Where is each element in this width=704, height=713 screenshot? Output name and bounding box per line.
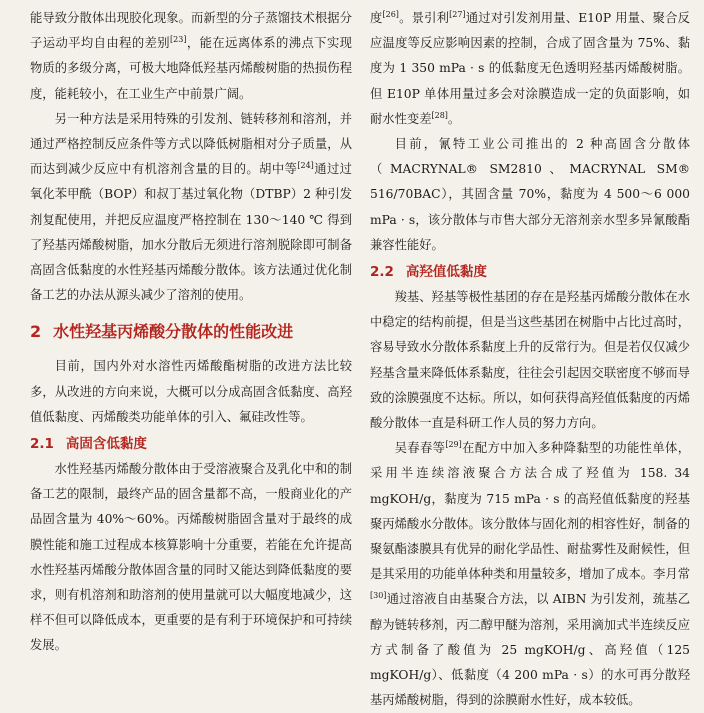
subsection-title: 高固含低黏度 <box>65 436 147 453</box>
citation: [24] <box>297 161 314 171</box>
subsection-title: 高羟值低黏度 <box>405 264 487 281</box>
subsection-heading <box>30 432 352 457</box>
text-run: 吴春春等 <box>394 441 446 456</box>
section-number: 2 <box>30 322 42 342</box>
text-run: ，能在远离体系的沸点下实现物质的多级分离，可极大地降低羟基丙烯酸树脂的热损伤程度，能耗较小，在工业生产中前景广阔。 <box>30 36 352 101</box>
text-run: 。 <box>447 111 461 126</box>
subsection-heading <box>370 260 690 285</box>
paragraph-wu <box>370 436 690 713</box>
paragraph-overview: 目前，国内外对水溶性丙烯酸酯树脂的改进方法比较多，从改进的方向来说，大概可以分成高固含低黏度、高羟值低黏度、丙烯酸类功能单体的引入、氟硅改性等。 <box>30 359 352 424</box>
subsection-number: 2.2 <box>370 264 394 281</box>
text-run: 度 <box>370 11 383 25</box>
section-heading <box>30 320 352 344</box>
text-run: 。景引利 <box>398 11 450 25</box>
subsection-number: 2.1 <box>30 436 54 453</box>
text-run: 通过对引发剂用量、E10P 用量、聚合反应温度等反应影响因素的控制，合成了固含量为 75%、黏度为 1 350 mPa · s 的低黏度无色透明羟基丙烯酸树脂。但 E10P 单体用量过多会对涂膜造成一定的负面影响，如耐水性变差 <box>370 11 690 126</box>
text-run: 在配方中加入多种降黏型的功能性单体，采用半连续溶液聚合方法合成了羟值为 158. 34 mgKOH/g，黏度为 715 mPa · s 的高羟值低黏度的羟基聚丙烯酸水分散体。该分散体与固化剂的相容性好，制备的聚氨酯漆膜具有优异的耐化学品性、耐盐雾性及耐候性，但是其采用的功能单体种类和用量较多，增加了成本。李月常 <box>370 441 690 582</box>
citation: [28] <box>431 110 448 120</box>
citation: [23] <box>170 35 187 45</box>
left-column <box>30 6 352 659</box>
citation: [30] <box>370 591 387 601</box>
citation: [27] <box>449 9 466 19</box>
citation: [26] <box>382 9 399 19</box>
text-run: 另一种方法是采用特殊的引发剂、链转移剂和溶剂，并通过严格控制反应条件等方式以降低树脂相对分子质量，从而达到减少反应中有机溶剂含量的目的。胡中等 <box>30 111 352 177</box>
citation: [29] <box>445 440 462 450</box>
text-run: 通过过氧化苯甲酰（BOP）和叔丁基过氧化物（DTBP）2 种引发剂复配使用，并把反应温度严格控制在 130～140 ℃ 得到了羟基丙烯酸树脂，加水分散后无须进行溶剂脱除即可制备高固含低黏度的水性羟基丙烯酸分散体。该方法通过优化制备工艺的办法从源头减少了溶剂的使用。 <box>30 162 352 303</box>
right-column <box>370 6 690 713</box>
text-run: 通过溶液自由基聚合方法，以 AIBN 为引发剂，巯基乙醇为链转移剂，丙二醇甲醚为溶剂，采用滴加式半连续反应方式制备了酸值为 25 mgKOH/g、高羟值（125 mgKOH/g）、低黏度（4 200 mPa · s）的水可再分散羟基丙烯酸树脂，得到的涂膜耐水性好，成本较低。 <box>370 592 690 708</box>
paragraph-cytec: 目前，氰特工业公司推出的 2 种高固含分散体（MACRYNAL® SM2810、MACRYNAL SM® 516/70BAC），其固含量 70%，黏度为 4 500～6 000 mPa · s，该分散体与市售大部分无溶剂亲水型多异氰酸酯兼容性能好。 <box>370 137 690 252</box>
paragraph-distillation <box>30 6 352 107</box>
paragraph-polar-groups: 羧基、羟基等极性基团的存在是羟基丙烯酸分散体在水中稳定的结构前提，但是当这些基团在树脂中占比过高时，容易导致水分散体系黏度上升的反常行为。但是若仅仅减少羟基含量来降低体系黏度，往往会引起因交联密度不够而导致的涂膜强度不达标。所以，如何获得高羟值低黏度的丙烯酸分散体一直是科研工作人员的努力方向。 <box>370 290 690 431</box>
paragraph-initiator <box>30 107 352 309</box>
paragraph-solid-content: 水性羟基丙烯酸分散体由于受溶液聚合及乳化中和的制备工艺的限制，最终产品的固含量都不高，一般商业化的产品固含量为 40%～60%。丙烯酸树脂固含量对于最终的成膜性能和施工过程成本核算影响十分重要，若能在允许提高水性羟基丙烯酸分散体固含量的同时又能达到降低黏度的要求，则有机溶剂和助溶剂的使用量就可以大幅度地减少，这样不但可以降低成本，更重要的是有利于环境保护和可持续发展。 <box>30 462 352 653</box>
text-run: 能导致分散体出现胶化现象。而新型的分子蒸馏技术根据分子运动平均自由程的差别 <box>30 11 352 51</box>
section-title: 水性羟基丙烯酸分散体的性能改进 <box>53 322 294 342</box>
paragraph-jing <box>370 6 690 132</box>
